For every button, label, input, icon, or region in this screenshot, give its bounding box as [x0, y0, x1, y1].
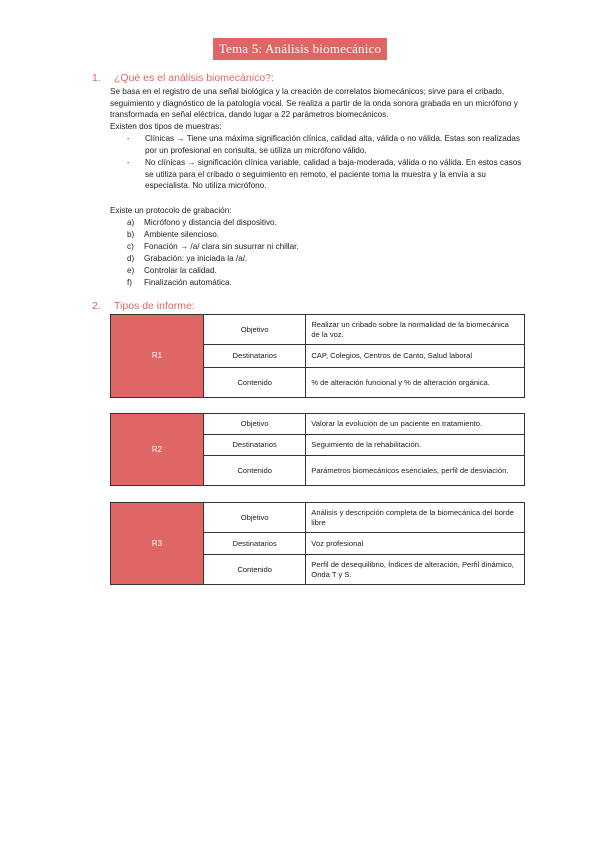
section-heading-2: [92, 300, 195, 312]
section-number: 1.: [92, 72, 101, 84]
row-label: Destinatarios: [203, 435, 305, 456]
step-letter: b): [127, 230, 135, 239]
sample-types-intro: Existen dos tipos de muestras:: [110, 122, 222, 131]
title-container: [0, 38, 600, 60]
list-item: [127, 217, 299, 229]
report-id-cell: R1: [111, 315, 204, 398]
list-item: [127, 265, 299, 277]
list-item-text: Clínicas → Tiene una máxima significación clínica, calidad alta, válida o no válida. Estas son realizadas por un profesional en consulta, se utiliza un micrófono válido.: [145, 134, 520, 155]
row-label: Destinatarios: [203, 345, 305, 368]
row-label: Contenido: [203, 368, 305, 398]
row-label: Objetivo: [203, 414, 305, 435]
row-value: Análisis y descripción completa de la biomecánica del borde libre: [306, 503, 525, 533]
page-title: Tema 5: Análisis biomecánico: [213, 38, 387, 60]
list-item: [127, 253, 299, 265]
row-value: Perfil de desequilibrio, Índices de alteración, Perfil dinámico, Onda T y S.: [306, 555, 525, 585]
row-label: Contenido: [203, 555, 305, 585]
table-row: [111, 315, 525, 345]
step-text: Ambiente silencioso.: [144, 230, 220, 239]
row-label: Objetivo: [203, 503, 305, 533]
list-item: [127, 229, 299, 241]
bullet-marker: -: [127, 134, 130, 143]
report-table-r1: [110, 314, 525, 398]
row-value: Parámetros biomecánicos esenciales, perfil de desviación.: [306, 456, 525, 486]
step-letter: c): [127, 242, 134, 251]
report-table-r2: [110, 413, 525, 486]
row-value: % de alteración funcional y % de alteración orgánica.: [306, 368, 525, 398]
step-letter: e): [127, 266, 135, 275]
intro-paragraph: Se basa en el registro de una señal biológica y la creación de correlatos biomecánicos; sirve para el cribado, seguimiento y diagnóstico de la patología vocal. Se realiza a partir de la onda sonora grabada en un micrófono y transformada en señal eléctrica, dando lugar a 22 parámetros biomecánicos.: [110, 87, 518, 120]
row-label: Destinatarios: [203, 533, 305, 555]
table-row: [111, 503, 525, 533]
list-item: [127, 277, 299, 289]
step-text: Finalización automática.: [144, 278, 232, 287]
protocol-intro: Existe un protocolo de grabación:: [110, 206, 232, 215]
step-letter: d): [127, 254, 135, 263]
step-text: Controlar la calidad.: [144, 266, 217, 275]
report-id-cell: R2: [111, 414, 204, 486]
list-item: [127, 133, 522, 156]
row-value: Voz profesional: [306, 533, 525, 555]
section-title: ¿Qué es el análisis biomecánico?:: [114, 72, 274, 84]
protocol-steps-list: [127, 217, 299, 289]
step-text: Fonación → /a/ clara sin susurrar ni chillar.: [144, 242, 299, 251]
table-row: [111, 414, 525, 435]
step-letter: a): [127, 218, 135, 227]
section-number: 2.: [92, 300, 101, 312]
section-heading-1: [92, 72, 274, 84]
report-id-cell: R3: [111, 503, 204, 585]
row-value: Realizar un cribado sobre la normalidad de la biomecánica de la voz.: [306, 315, 525, 345]
report-table-r3: [110, 502, 525, 585]
row-value: CAP, Colegios, Centros de Canto, Salud laboral: [306, 345, 525, 368]
section-title: Tipos de informe:: [114, 300, 195, 312]
step-text: Grabación: ya iniciada la /a/.: [144, 254, 248, 263]
list-item: [127, 157, 522, 192]
bullet-marker: -: [127, 158, 130, 168]
row-value: Seguimiento de la rehabilitación.: [306, 435, 525, 456]
row-label: Contenido: [203, 456, 305, 486]
sample-types-list: [127, 133, 522, 193]
list-item-text: No clínicas → significación clínica variable, calidad a baja-moderada, válida o no válida. En estos casos se utiliza para el cribado o seguimiento en remoto, el paciente toma la muestra y la envía a su especialista. No utiliza micrófono.: [145, 158, 522, 191]
list-item: [127, 241, 299, 253]
row-label: Objetivo: [203, 315, 305, 345]
row-value: Valorar la evolución de un paciente en tratamiento.: [306, 414, 525, 435]
step-letter: f): [127, 278, 133, 287]
step-text: Micrófono y distancia del dispositivo.: [144, 218, 277, 227]
